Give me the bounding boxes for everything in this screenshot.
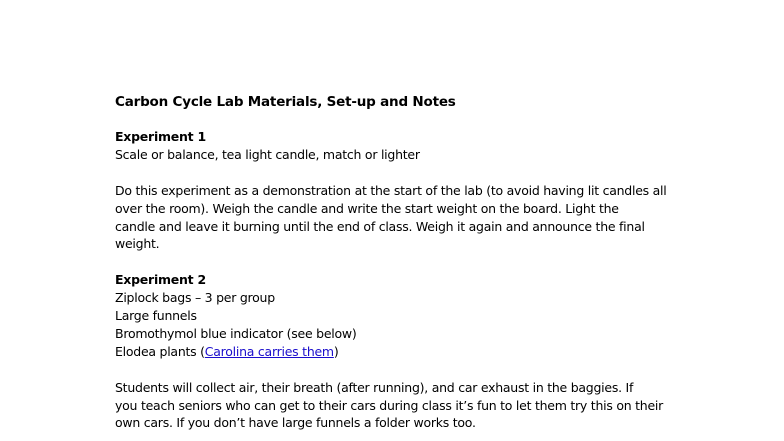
- experiment-1-heading: Experiment 1: [115, 129, 206, 144]
- text-line: over the room). Weigh the candle and write the start weight on the board. Light the: [115, 200, 619, 216]
- experiment-2-instructions: [115, 379, 675, 433]
- material-item-elodea: [115, 343, 675, 361]
- material-item: Bromothymol blue indicator (see below): [115, 325, 357, 341]
- experiment-1-instructions: [115, 182, 675, 254]
- text-line: own cars. If you don’t have large funnels a folder works too.: [115, 415, 476, 431]
- document-title: Carbon Cycle Lab Materials, Set-up and Notes: [115, 94, 456, 110]
- text-line: weight.: [115, 236, 160, 252]
- text-line: candle and leave it burning until the end of class. Weigh it again and announce the final: [115, 218, 645, 234]
- text-line: you teach seniors who can get to their cars during class it’s fun to let them try this on their: [115, 397, 663, 413]
- carolina-link[interactable]: Carolina carries them: [204, 343, 334, 359]
- text-line: Do this experiment as a demonstration at the start of the lab (to avoid having lit candles all: [115, 182, 667, 198]
- experiment-2-section: [115, 271, 675, 432]
- text-line: Students will collect air, their breath (after running), and car exhaust in the baggies. If: [115, 379, 634, 395]
- experiment-1-section: [115, 128, 675, 253]
- material-item: Large funnels: [115, 308, 197, 324]
- experiment-1-materials: Scale or balance, tea light candle, match or lighter: [115, 146, 420, 162]
- document-body: [115, 92, 675, 432]
- elodea-suffix: ): [333, 343, 339, 359]
- elodea-prefix: Elodea plants (: [115, 343, 205, 359]
- experiment-2-heading: Experiment 2: [115, 272, 206, 288]
- material-item: Ziplock bags – 3 per group: [115, 290, 275, 306]
